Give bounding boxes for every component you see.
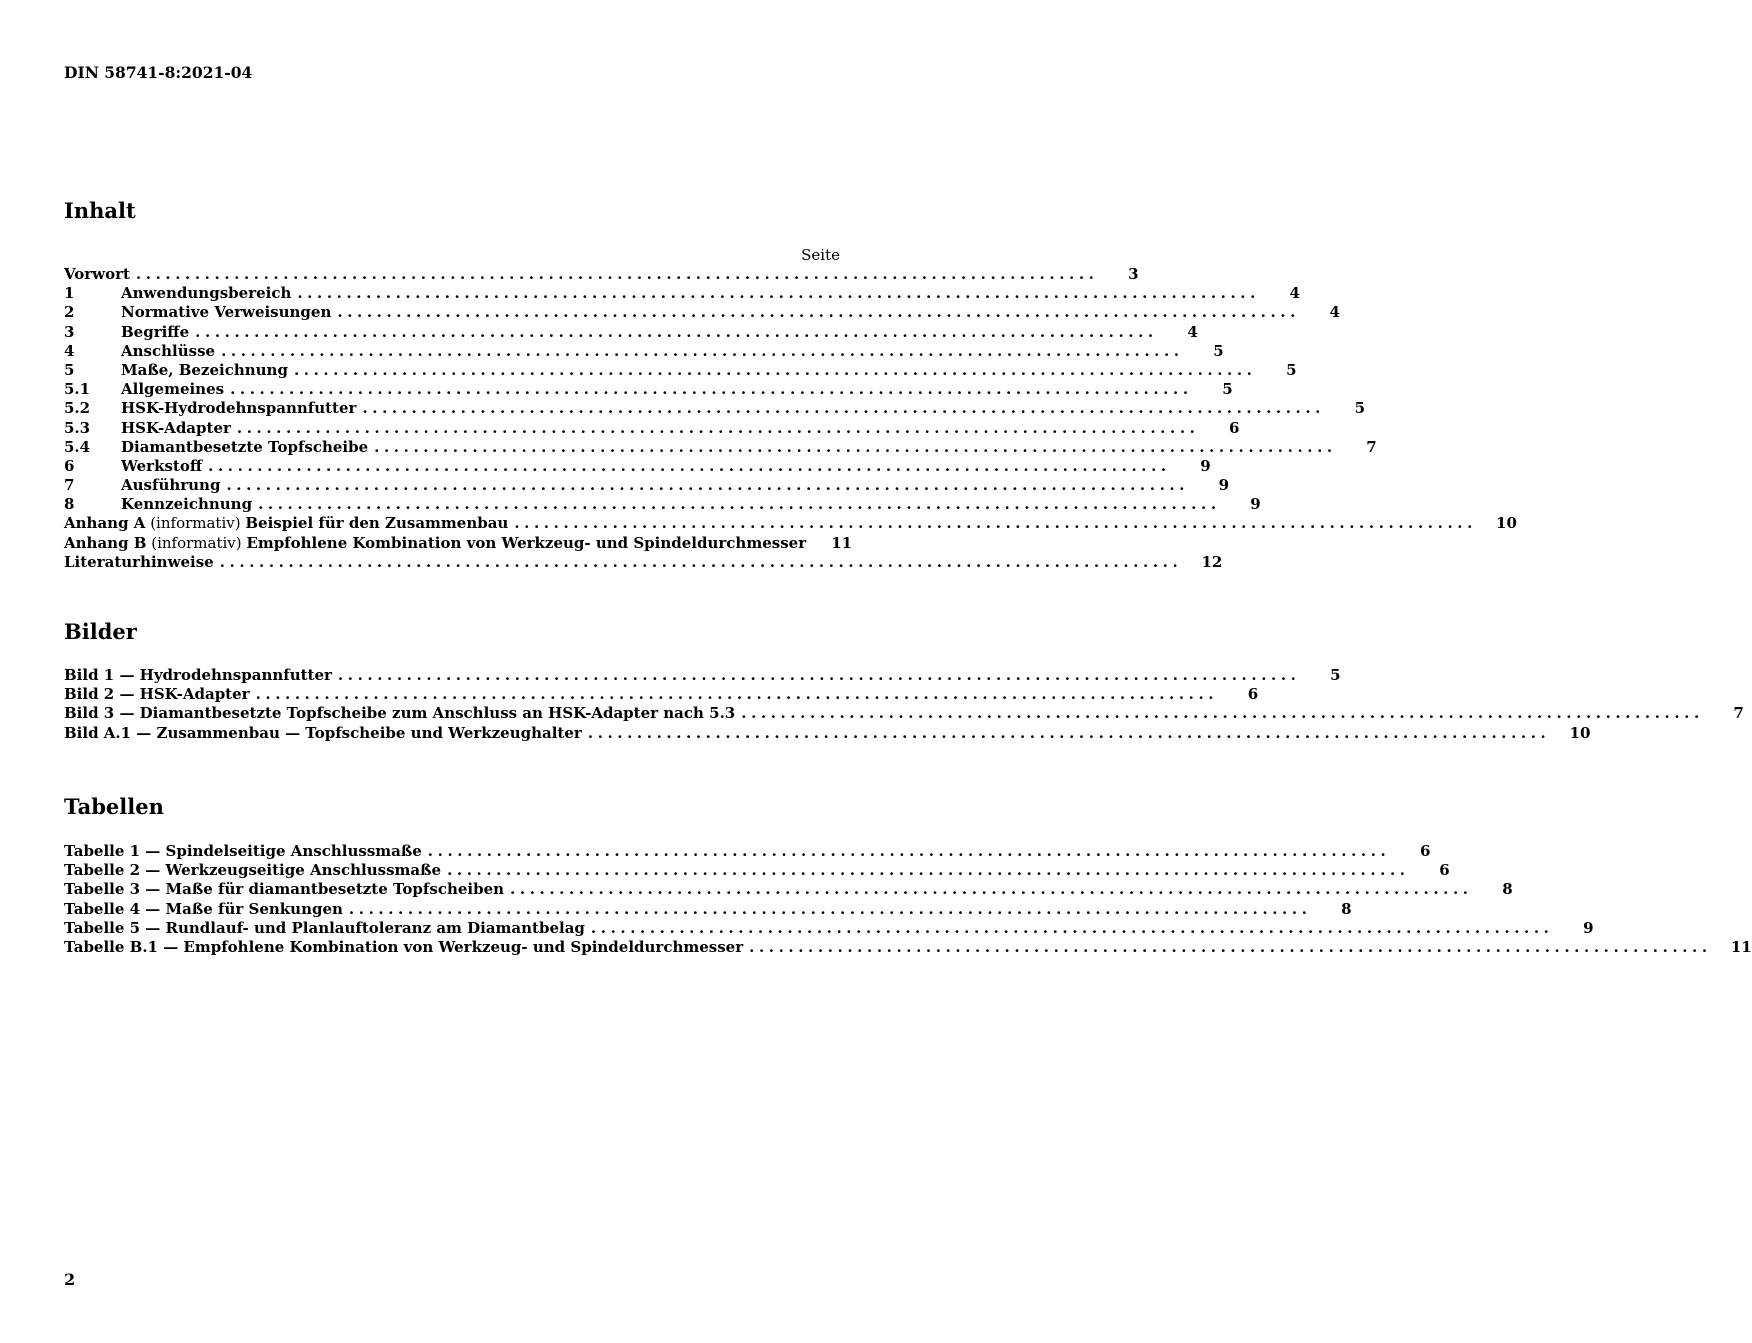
table-entry[interactable] — [64, 842, 1431, 861]
annex-title: Empfohlene Kombination von Werkzeug- und Spindeldurchmesser — [246, 533, 807, 552]
leader-dots: .................................................................................................. — [337, 303, 1300, 322]
document-id: DIN 58741-8:2021-04 — [64, 63, 253, 82]
table-entry[interactable] — [64, 918, 1594, 938]
toc-entry-page: 9 — [1250, 495, 1261, 514]
figure-entry-page: 6 — [1247, 685, 1259, 704]
toc-entry-page: 5 — [1222, 380, 1233, 399]
page-number: 2 — [64, 1270, 76, 1289]
leader-dots: .................................................................................................. — [590, 918, 1554, 937]
toc-entry-number: 5.2 — [64, 399, 91, 418]
leader-dots: .................................................................................................. — [230, 380, 1193, 399]
toc-entry-page: 4 — [1289, 284, 1300, 303]
leader-dots: .................................................................................................. — [208, 456, 1171, 475]
toc-entry-title: Kennzeichnung — [121, 495, 253, 514]
leader-dots: .................................................................................................. — [135, 265, 1099, 283]
leader-dots: .................................................................................................. — [348, 899, 1312, 918]
table-entry[interactable] — [64, 899, 1352, 919]
tables-title: Tabellen — [64, 794, 164, 819]
toc-entry-title: Maße, Bezeichnung — [121, 360, 288, 379]
leader-dots: .................................................................................................. — [219, 552, 1183, 571]
figure-entry[interactable] — [64, 723, 1591, 743]
toc-entry-number: 8 — [64, 495, 75, 514]
toc-entry-page: 5 — [1213, 341, 1224, 360]
toc-entry-title: Werkstoff — [121, 456, 203, 475]
figure-entry-title: Bild 1 — Hydrodehnspannfutter — [64, 666, 332, 684]
figure-entry[interactable] — [64, 704, 1744, 723]
leader-dots: .................................................................................................. — [447, 861, 1410, 880]
toc-entry-title: Normative Verweisungen — [121, 303, 332, 322]
figure-entry-page: 5 — [1330, 666, 1341, 684]
table-entry-title: Tabelle 3 — Maße für diamantbesetzte Topfscheiben — [64, 880, 505, 899]
toc-entry[interactable] — [64, 456, 1211, 476]
leader-dots: .................................................................................................. — [741, 704, 1704, 723]
table-entry-page: 6 — [1439, 861, 1450, 880]
toc-entry[interactable] — [64, 284, 1300, 303]
toc-entry-number: 1 — [64, 284, 75, 303]
toc-entry[interactable] — [64, 341, 1224, 361]
table-entry-page: 9 — [1583, 918, 1594, 937]
toc-entry-title: Anschlüsse — [121, 341, 216, 360]
toc-entry-page: 4 — [1187, 322, 1198, 341]
figures-list — [64, 666, 1744, 743]
table-entry-page: 6 — [1419, 842, 1431, 860]
toc-entry[interactable] — [64, 322, 1198, 342]
toc-entry-title: Diamantbesetzte Topfscheibe — [121, 437, 369, 456]
toc-entry-page: 4 — [1329, 303, 1340, 322]
annex-note: (informativ) — [146, 533, 247, 552]
annex-label: Anhang B — [64, 533, 147, 552]
figure-entry[interactable] — [64, 685, 1259, 704]
table-entry-title: Tabelle B.1 — Empfohlene Kombination von Werkzeug- und Spindeldurchmesser — [64, 937, 744, 956]
toc-entry-title: Vorwort — [64, 265, 130, 283]
toc-entry[interactable] — [64, 418, 1240, 438]
table-entry[interactable] — [64, 880, 1513, 899]
leader-dots: .................................................................................................. — [221, 341, 1184, 360]
leader-dots: .................................................................................................. — [258, 495, 1221, 514]
toc-annex-entry[interactable] — [64, 533, 853, 553]
toc-entry-number: 5.4 — [64, 437, 91, 456]
leader-dots: .................................................................................................. — [297, 284, 1260, 303]
leader-dots: .................................................................................................. — [587, 723, 1551, 742]
contents-list — [64, 265, 1517, 572]
toc-entry[interactable] — [64, 437, 1377, 457]
table-entry-title: Tabelle 5 — Rundlauf- und Planlauftoleranz am Diamantbelag — [64, 918, 585, 937]
toc-entry-title: HSK-Adapter — [121, 418, 231, 437]
page-column-label: Seite — [801, 246, 840, 264]
annex-note: (informativ) — [145, 514, 246, 533]
toc-bibliography-entry[interactable] — [64, 552, 1223, 572]
table-entry-page: 11 — [1730, 937, 1752, 956]
toc-entry-number: 5.1 — [64, 380, 91, 399]
toc-entry-number: 6 — [64, 456, 75, 475]
toc-entry-number: 5.3 — [64, 418, 91, 437]
toc-entry-page: 9 — [1200, 456, 1211, 475]
figure-entry-title: Bild 2 — HSK-Adapter — [64, 685, 250, 704]
toc-entry[interactable] — [64, 495, 1261, 514]
toc-entry-page: 7 — [1366, 437, 1377, 456]
toc-entry-page: 5 — [1286, 360, 1297, 379]
leader-dots: .................................................................................................. — [337, 666, 1301, 684]
figure-entry-page: 10 — [1569, 723, 1591, 742]
toc-entry[interactable] — [64, 399, 1366, 418]
leader-dots: .................................................................................................. — [510, 880, 1473, 899]
table-entry[interactable] — [64, 861, 1450, 880]
toc-entry-title: Anwendungsbereich — [121, 284, 292, 303]
toc-entry-number: 5 — [64, 360, 75, 379]
toc-entry[interactable] — [64, 265, 1139, 284]
toc-entry-title: Ausführung — [121, 476, 221, 495]
table-entry-title: Tabelle 1 — Spindelseitige Anschlussmaße — [64, 842, 422, 860]
toc-entry[interactable] — [64, 303, 1340, 322]
table-entry-title: Tabelle 4 — Maße für Senkungen — [64, 899, 343, 918]
annex-title: Beispiel für den Zusammenbau — [245, 514, 509, 533]
toc-entry-page: 12 — [1201, 552, 1223, 571]
toc-entry-number: 4 — [64, 341, 75, 360]
table-entry-page: 8 — [1502, 880, 1513, 899]
toc-entry-title: HSK-Hydrodehnspannfutter — [121, 399, 357, 418]
leader-dots: .................................................................................................. — [427, 842, 1391, 860]
contents-title: Inhalt — [64, 198, 136, 223]
leader-dots: .................................................................................................. — [236, 418, 1200, 437]
figures-title: Bilder — [64, 619, 137, 644]
toc-entry[interactable] — [64, 476, 1230, 495]
toc-entry-number: 7 — [64, 476, 75, 495]
table-entry-title: Tabelle 2 — Werkzeugseitige Anschlussmaße — [64, 861, 442, 880]
leader-dots: .................................................................................................. — [374, 437, 1337, 456]
toc-entry-page: 6 — [1229, 418, 1240, 437]
toc-entry[interactable] — [64, 380, 1233, 399]
leader-dots: .................................................................................................. — [226, 476, 1190, 495]
toc-entry-number: 2 — [64, 303, 75, 322]
toc-entry-page: 5 — [1354, 399, 1366, 418]
leader-dots: .................................................................................................. — [749, 937, 1712, 956]
figure-entry-page: 7 — [1733, 704, 1744, 723]
toc-entry-page: 11 — [831, 533, 853, 552]
annex-label: Anhang A — [64, 514, 146, 533]
toc-entry-title: Literaturhinweise — [64, 552, 214, 571]
figure-entry-title: Bild 3 — Diamantbesetzte Topfscheibe zum Anschluss an HSK-Adapter nach 5.3 — [64, 704, 736, 723]
toc-entry-title: Allgemeines — [121, 380, 225, 399]
leader-dots: .................................................................................................. — [362, 399, 1326, 418]
toc-entry-page: 9 — [1218, 476, 1230, 495]
toc-entry[interactable] — [64, 360, 1297, 380]
toc-entry-page: 3 — [1128, 265, 1139, 283]
leader-dots: .................................................................................................. — [255, 685, 1219, 704]
tables-list — [64, 842, 1752, 957]
toc-annex-entry[interactable] — [64, 514, 1517, 533]
toc-entry-page: 10 — [1496, 514, 1517, 533]
toc-entry-number: 3 — [64, 322, 75, 341]
leader-dots: .................................................................................................. — [514, 514, 1477, 533]
figure-entry-title: Bild A.1 — Zusammenbau — Topfscheibe und Werkzeughalter — [64, 723, 582, 742]
figure-entry[interactable] — [64, 666, 1341, 685]
leader-dots: .................................................................................................. — [293, 360, 1257, 379]
toc-entry-title: Begriffe — [121, 322, 190, 341]
table-entry-page: 8 — [1341, 899, 1352, 918]
leader-dots: .................................................................................................. — [195, 322, 1158, 341]
table-entry[interactable] — [64, 937, 1752, 957]
